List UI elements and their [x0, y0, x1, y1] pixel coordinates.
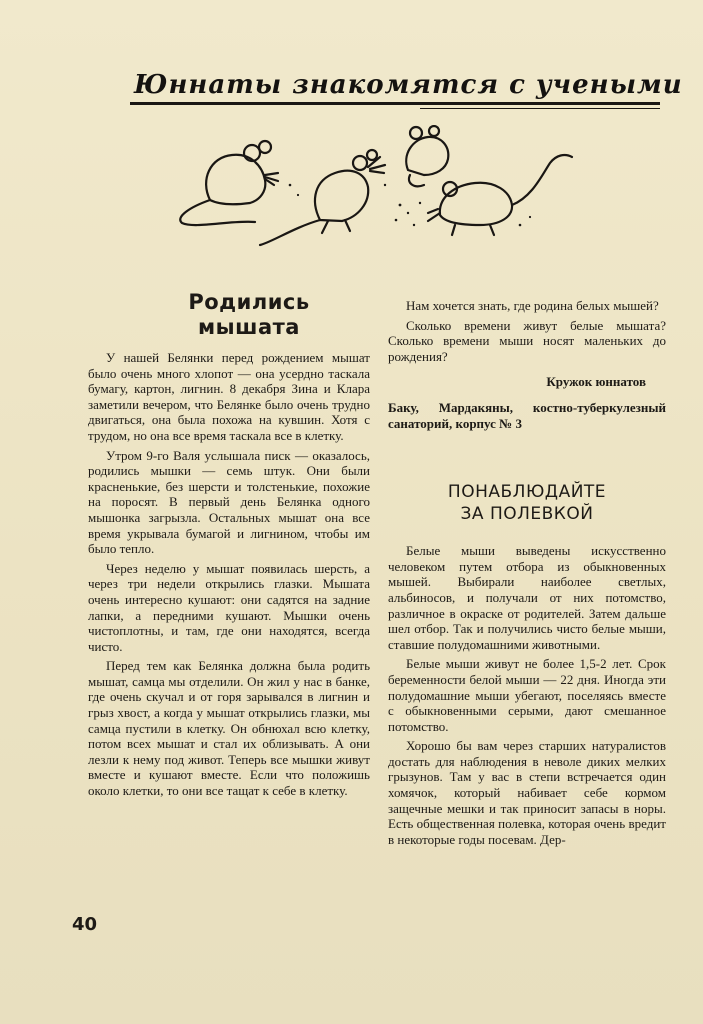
article1-question-1: Нам хочется знать, где родина белых мышей? [406, 298, 659, 313]
header-rule [130, 102, 660, 105]
mice-illustration [170, 125, 590, 250]
article2-title-line2: ЗА ПОЛЕВКОЙ [460, 504, 594, 525]
article1-address: Баку, Мардакяны, костно-туберкулезный санаторий, корпус № 3 [388, 399, 666, 431]
article2-title [388, 481, 666, 525]
left-column [88, 290, 370, 803]
article1-title-line2: мышата [198, 315, 300, 339]
article1-paragraph-1: У нашей Белянки перед рождением мышат было очень много хлопот — она усердно таскала бумагу, картон, лигнин. 8 декабря Зина и Клара заметили вечером, что Белянке было очень трудно двигаться, она была похожа на кувшин. Хотя с трудом, но она все время таскала все в клетку. [88, 350, 370, 443]
article2-paragraph-3: Хорошо бы вам через старших натуралистов достать для наблюдения в неволе диких мелких грызунов. Там у вас в степи встречается один хомячок, который набивает себе кормом защечные мешки и так приносит запасы в норы. Есть общественная полевка, которая очень вредит в некоторые годы посевам. Дер- [388, 738, 666, 847]
article1-paragraph-4: Перед тем как Белянка должна была родить мышат, самца мы отделили. Он жил у нас в банке, где очень скучал и от горя зарывался в лигнин и грыз хвост, а когда у мышат открылись глазки, мы самца пустили в клетку. Он обнюхал всю клетку, потом всех мышат и стал их облизывать. А они лезли к нему под живот. Теперь все мышки живут вместе и кушают вместе. Если что положишь около клетки, то они все тащат к себе в клетку. [88, 658, 370, 799]
article2-paragraph-2: Белые мыши живут не более 1,5-2 лет. Срок беременности белой мыши — 22 дня. Иногда эти полудомашние мыши убегают, поселяясь вместе с обыкновенными серыми, дают смешанное потомство. [388, 656, 666, 734]
article1-title-line1: Родились [188, 290, 310, 314]
section-header [130, 70, 683, 109]
article1-signature: Кружок юннатов [546, 374, 646, 390]
section-title: Юннаты знакомятся с учеными [134, 70, 683, 100]
article2-title-line1: ПОНАБЛЮДАЙТЕ [447, 482, 607, 503]
article1-paragraph-2: Утром 9-го Валя услышала писк — оказалось, родились мышки — семь штук. Они были красненькие, без шерсти и толстенькие, похожие на поросят. В первый день Белянка одного мышонка загрызла. Остальных мышат она все время укрывала бумагой и лигнином, чтобы им было тепло. [88, 447, 370, 557]
right-column [388, 298, 666, 851]
article1-title [128, 290, 370, 340]
header-subrule [420, 108, 660, 109]
article2-paragraph-1: Белые мыши выведены искусственно человеком путем отбора из обыкновенных мышей. Выбирали наиболее светлых, альбиносов, и получали от них потомство, различное в окраске от родителей. Затем дальше шел отбор. Так и получились чисто белые мыши, ставшие полудомашними животными. [388, 543, 666, 652]
article1-paragraph-3: Через неделю у мышат появилась шерсть, а через три недели открылись глазки. Мышата очень интересно кушают: они садятся на задние лапки, а передними кушают. Мышки очень чистоплотны, и там, где они находятся, всегда чисто. [88, 560, 370, 654]
page-number: 40 [72, 914, 98, 935]
article1-question-2: Сколько времени живут белые мышата? Сколько времени мыши носят маленьких до рождения? [388, 317, 666, 364]
